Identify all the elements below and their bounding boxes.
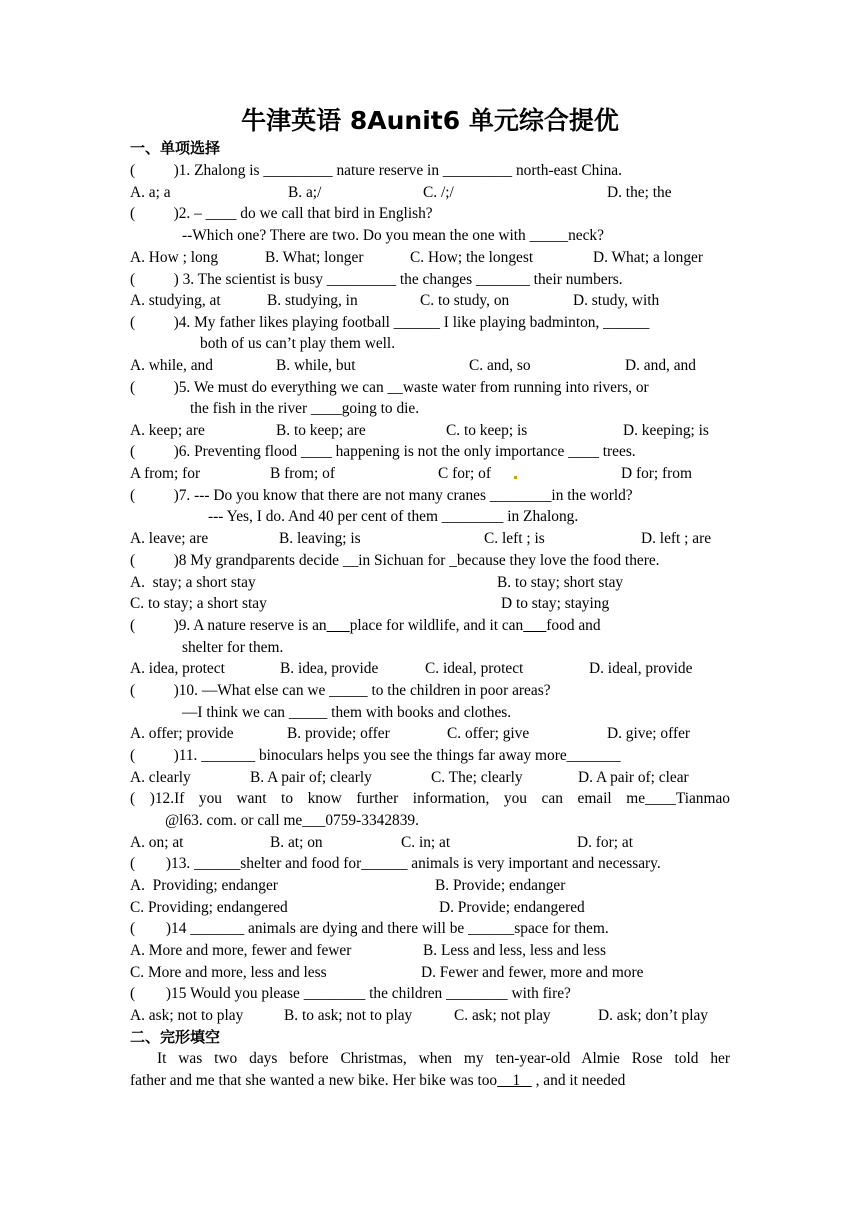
q11-option-a: A. clearly bbox=[130, 769, 191, 786]
q6-option-a: A from; for bbox=[130, 465, 201, 482]
passage-line-2-text: father and me that she wanted a new bike. Her bike was too bbox=[130, 1072, 498, 1089]
question-8: ( )8 My grandparents decide __in Sichuan for _because they love the food there. bbox=[130, 552, 660, 569]
q12-option-c: C. in; at bbox=[401, 834, 451, 851]
question-15: ( )15 Would you please ________ the children ________ with fire? bbox=[130, 985, 571, 1002]
q5-option-a: A. keep; are bbox=[130, 422, 205, 439]
question-7-line-2: --- Yes, I do. And 40 per cent of them ________ in Zhalong. bbox=[208, 508, 579, 525]
q6-option-d: D for; from bbox=[621, 465, 692, 482]
q15-option-a: A. ask; not to play bbox=[130, 1007, 244, 1024]
q12-option-b: B. at; on bbox=[270, 834, 323, 851]
question-9 bbox=[130, 616, 601, 636]
q1-option-b: B. a;/ bbox=[288, 184, 322, 201]
q1-option-c: C. /;/ bbox=[423, 184, 454, 201]
q9-option-d: D. ideal, provide bbox=[589, 660, 693, 677]
q8-option-a: A. stay; a short stay bbox=[130, 574, 256, 591]
q11-option-c: C. The; clearly bbox=[431, 769, 523, 786]
q13-option-b: B. Provide; endanger bbox=[435, 877, 566, 894]
q12-option-d: D. for; at bbox=[577, 834, 633, 851]
q15-option-b: B. to ask; not to play bbox=[284, 1007, 413, 1024]
q1-option-d: D. the; the bbox=[607, 184, 672, 201]
q13-option-a: A. Providing; endanger bbox=[130, 877, 278, 894]
q9-blank-2 bbox=[523, 617, 546, 634]
q4-option-d: D. and, and bbox=[625, 357, 696, 374]
q2-option-c: C. How; the longest bbox=[410, 249, 534, 266]
q3-option-d: D. study, with bbox=[573, 292, 660, 309]
q10-option-a: A. offer; provide bbox=[130, 725, 234, 742]
section-heading-cloze: 二、完形填空 bbox=[130, 1028, 221, 1046]
q3-option-a: A. studying, at bbox=[130, 292, 221, 309]
question-4: ( )4. My father likes playing football ______ I like playing badminton, ______ bbox=[130, 314, 650, 331]
passage-line-1: It was two days before Christmas, when my ten-year-old Almie Rose told her bbox=[157, 1050, 730, 1067]
q8-option-b: B. to stay; short stay bbox=[497, 574, 624, 591]
q9-option-b: B. idea, provide bbox=[280, 660, 379, 677]
q14-option-a: A. More and more, fewer and fewer bbox=[130, 942, 352, 959]
question-5-line-2: the fish in the river ____going to die. bbox=[190, 400, 420, 417]
q9-stem-part-3: food and bbox=[546, 617, 601, 634]
question-1: ( )1. Zhalong is _________ nature reserve in _________ north-east China. bbox=[130, 162, 622, 179]
q9-option-c: C. ideal, protect bbox=[425, 660, 524, 677]
q7-option-c: C. left ; is bbox=[484, 530, 545, 547]
q10-option-d: D. give; offer bbox=[607, 725, 691, 742]
question-13: ( )13. ______shelter and food for______ animals is very important and necessary. bbox=[130, 855, 661, 872]
q7-option-b: B. leaving; is bbox=[279, 530, 361, 547]
stray-mark bbox=[514, 476, 517, 479]
question-10: ( )10. —What else can we _____ to the children in poor areas? bbox=[130, 682, 551, 699]
q11-option-d: D. A pair of; clear bbox=[578, 769, 689, 786]
q5-option-c: C. to keep; is bbox=[446, 422, 528, 439]
q4-option-c: C. and, so bbox=[469, 357, 531, 374]
q1-option-a: A. a; a bbox=[130, 184, 171, 201]
q10-option-c: C. offer; give bbox=[447, 725, 530, 742]
q5-option-d: D. keeping; is bbox=[623, 422, 709, 439]
q14-option-d: D. Fewer and fewer, more and more bbox=[421, 964, 644, 981]
passage-blank-1: 1 bbox=[497, 1072, 532, 1089]
q9-stem-part-2: place for wildlife, and it can bbox=[349, 617, 524, 634]
q5-option-b: B. to keep; are bbox=[276, 422, 366, 439]
q3-option-b: B. studying, in bbox=[267, 292, 358, 309]
q6-option-c: C for; of bbox=[438, 465, 492, 482]
q3-option-c: C. to study, on bbox=[420, 292, 510, 309]
question-14: ( )14 _______ animals are dying and there will be ______space for them. bbox=[130, 920, 609, 937]
q13-option-d: D. Provide; endangered bbox=[439, 899, 585, 916]
q11-option-b: B. A pair of; clearly bbox=[250, 769, 372, 786]
q6-option-b: B from; of bbox=[270, 465, 335, 482]
q9-stem-part-1: ( )9. A nature reserve is an bbox=[130, 617, 327, 634]
question-11: ( )11. _______ binoculars helps you see the things far away more_______ bbox=[130, 747, 621, 764]
q2-option-b: B. What; longer bbox=[265, 249, 364, 266]
q14-option-c: C. More and more, less and less bbox=[130, 964, 327, 981]
q13-option-c: C. Providing; endangered bbox=[130, 899, 288, 916]
q15-option-c: C. ask; not play bbox=[454, 1007, 551, 1024]
q15-option-d: D. ask; don’t play bbox=[598, 1007, 709, 1024]
q12-option-a: A. on; at bbox=[130, 834, 184, 851]
question-4-line-2: both of us can’t play them well. bbox=[200, 335, 396, 352]
passage-line-2-end: , and it needed bbox=[531, 1072, 626, 1089]
q8-option-c: C. to stay; a short stay bbox=[130, 595, 267, 612]
question-9-line-2: shelter for them. bbox=[182, 639, 284, 656]
section-heading-multiple-choice: 一、单项选择 bbox=[130, 139, 221, 157]
q2-option-d: D. What; a longer bbox=[593, 249, 703, 266]
q10-option-b: B. provide; offer bbox=[287, 725, 390, 742]
q4-option-b: B. while, but bbox=[276, 357, 356, 374]
question-2-line-2: --Which one? There are two. Do you mean the one with _____neck? bbox=[182, 227, 604, 244]
question-12-line-2: @l63. com. or call me___0759-3342839. bbox=[165, 812, 419, 829]
passage-line-2 bbox=[130, 1071, 625, 1091]
page-title: 牛津英语 8Aunit6 单元综合提优 bbox=[241, 106, 619, 135]
q2-option-a: A. How ; long bbox=[130, 249, 219, 266]
question-3: ( ) 3. The scientist is busy _________ the changes _______ their numbers. bbox=[130, 271, 623, 288]
q7-option-d: D. left ; are bbox=[641, 530, 712, 547]
q14-option-b: B. Less and less, less and less bbox=[423, 942, 606, 959]
question-5: ( )5. We must do everything we can __waste water from running into rivers, or bbox=[130, 379, 649, 396]
q7-option-a: A. leave; are bbox=[130, 530, 209, 547]
question-12: ( )12.If you want to know further information, you can email me____Tianmao bbox=[130, 790, 730, 807]
q4-option-a: A. while, and bbox=[130, 357, 213, 374]
question-2: ( )2. – ____ do we call that bird in English? bbox=[130, 205, 433, 222]
q8-option-d: D to stay; staying bbox=[501, 595, 610, 612]
question-7: ( )7. --- Do you know that there are not many cranes ________in the world? bbox=[130, 487, 633, 504]
q9-blank-1 bbox=[327, 617, 350, 634]
question-10-line-2: —I think we can _____ them with books and clothes. bbox=[182, 704, 512, 721]
q9-option-a: A. idea, protect bbox=[130, 660, 225, 677]
question-6: ( )6. Preventing flood ____ happening is not the only importance ____ trees. bbox=[130, 443, 636, 460]
